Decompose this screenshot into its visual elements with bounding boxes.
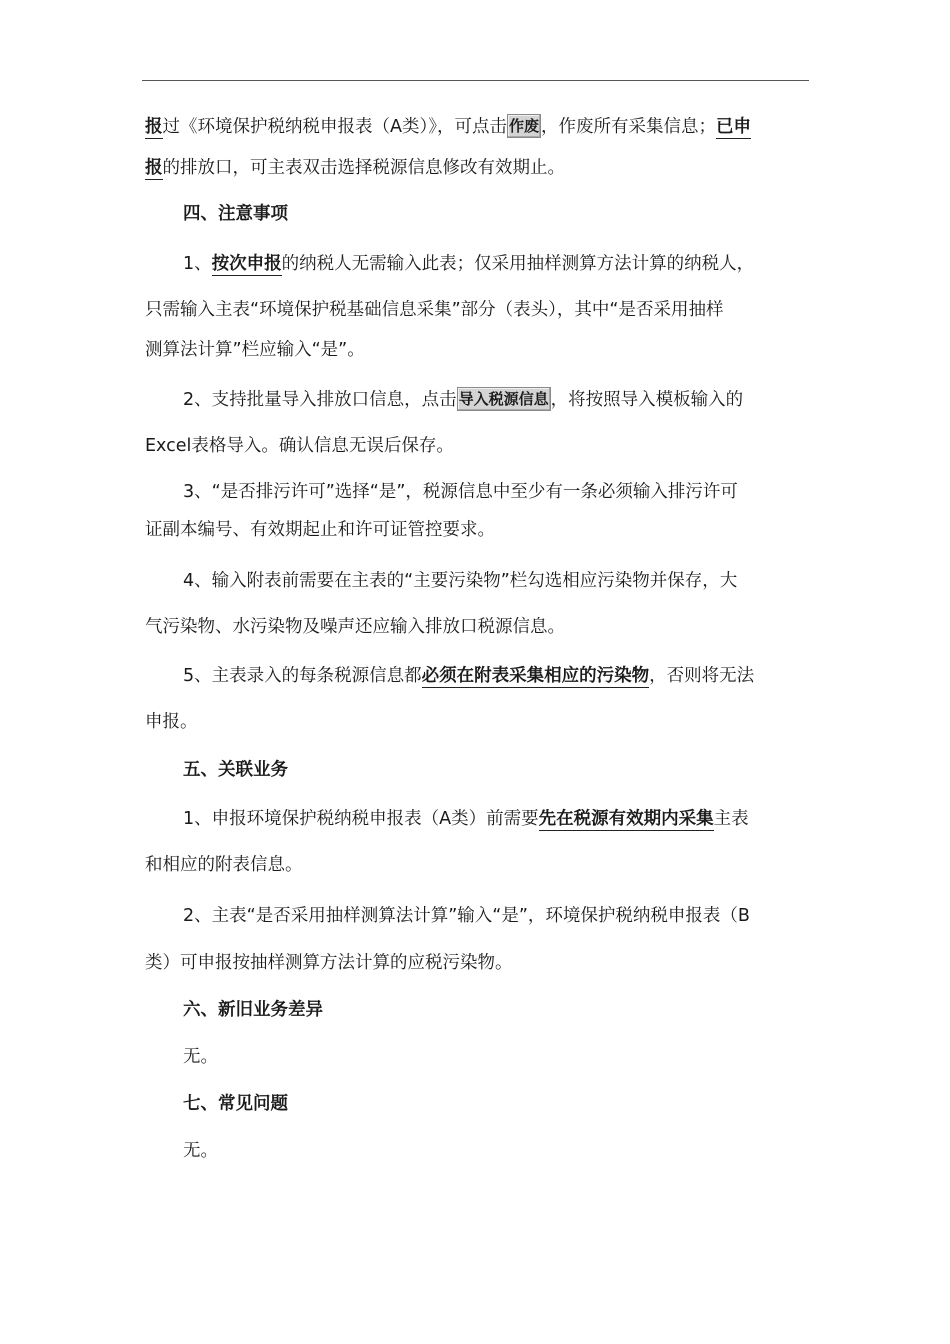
per-filing-term: 按次申报 — [211, 254, 282, 274]
must-collect-term: 必须在附表采集相应的污染物 — [421, 666, 650, 686]
text: 的排放口，可主表双击选择税源信息修改有效期止。 — [162, 158, 565, 178]
text: 1、申报环境保护税纳税申报表（A类）前需要 — [183, 809, 539, 829]
section-diff-body: 无。 — [183, 1047, 218, 1067]
related-1-line2: 和相应的附表信息。 — [145, 855, 303, 875]
text: ，作废所有采集信息； — [541, 117, 716, 137]
text: 2、支持批量导入排放口信息，点击 — [183, 390, 457, 410]
text: 过《环境保护税纳税申报表（A类）》，可点击 — [162, 117, 507, 137]
para-void-line2 — [145, 156, 565, 180]
reported-link-part: 报 — [145, 117, 163, 137]
note-4-line2: 气污染物、水污染物及噪声还应输入排放口税源信息。 — [145, 617, 565, 637]
note-5-line1 — [183, 664, 754, 688]
note-2-line1 — [183, 387, 743, 412]
note-4-line1: 4、输入附表前需要在主表的“主要污染物”栏勾选相应污染物并保存，大 — [183, 571, 738, 591]
note-1-line3: 测算法计算”栏应输入“是”。 — [145, 340, 365, 360]
already-reported-term: 已申 — [716, 117, 751, 137]
section-heading-faq: 七、常见问题 — [183, 1094, 288, 1114]
collect-first-term: 先在税源有效期内采集 — [538, 809, 714, 829]
note-1-line1 — [183, 252, 754, 276]
text: 5、主表录入的每条税源信息都 — [183, 666, 422, 686]
section-heading-notes: 四、注意事项 — [183, 204, 288, 224]
section-heading-related: 五、关联业务 — [183, 760, 288, 780]
note-3-line2: 证副本编号、有效期起止和许可证管控要求。 — [145, 520, 495, 540]
text: 主表 — [713, 809, 749, 829]
header-rule — [142, 80, 809, 81]
text: 1、 — [183, 254, 212, 274]
import-tax-source-button[interactable]: 导入税源信息 — [457, 387, 551, 411]
already-reported-term-end: 报 — [145, 158, 163, 178]
text: ，否则将无法 — [649, 666, 755, 686]
note-2-line2: Excel表格导入。确认信息无误后保存。 — [145, 436, 454, 456]
void-button[interactable]: 作废 — [507, 114, 541, 138]
text: ，将按照导入模板输入的 — [550, 390, 744, 410]
section-faq-body: 无。 — [183, 1141, 218, 1161]
note-5-line2: 申报。 — [145, 712, 198, 732]
text: 的纳税人无需输入此表；仅采用抽样测算方法计算的纳税人， — [281, 254, 755, 274]
note-3-line1: 3、“是否排污许可”选择“是”，税源信息中至少有一条必须输入排污许可 — [183, 482, 738, 502]
section-heading-diff: 六、新旧业务差异 — [183, 1000, 323, 1020]
note-1-line2: 只需输入主表“环境保护税基础信息采集”部分（表头），其中“是否采用抽样 — [145, 300, 724, 320]
related-2-line2: 类）可申报按抽样测算方法计算的应税污染物。 — [145, 953, 513, 973]
related-1-line1 — [183, 807, 749, 831]
related-2-line1: 2、主表“是否采用抽样测算法计算”输入“是”，环境保护税纳税申报表（B — [183, 906, 750, 926]
para-void-line1 — [145, 114, 751, 139]
